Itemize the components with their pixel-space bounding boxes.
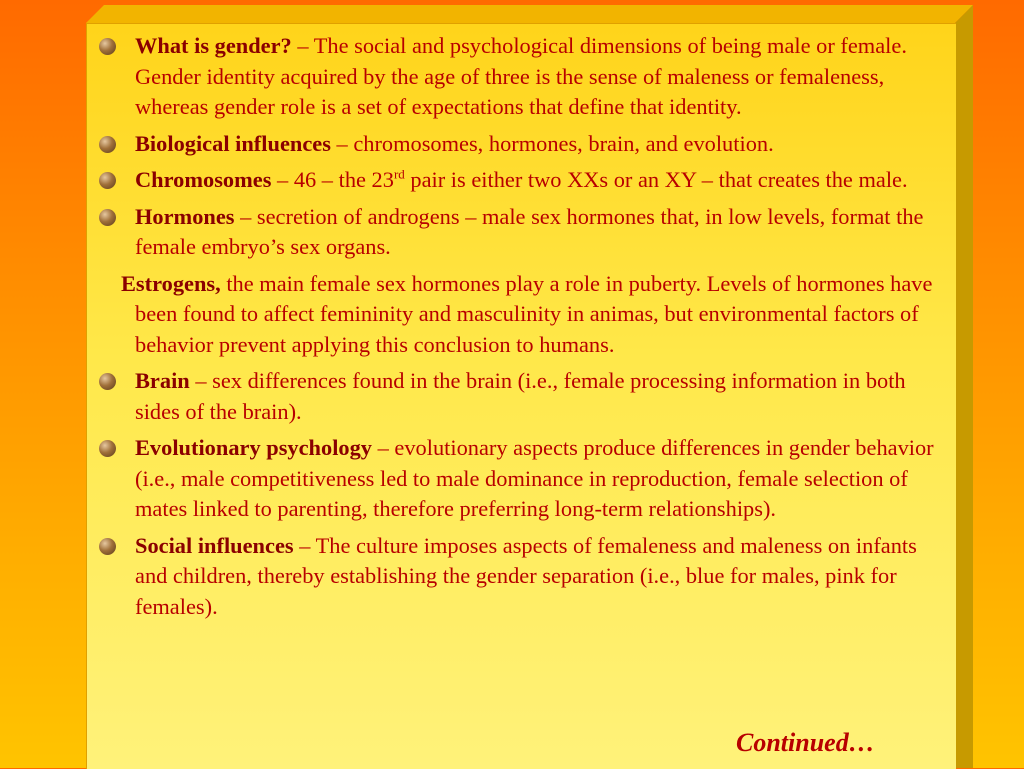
list-item-what-is-gender [98, 31, 948, 123]
list-item-biological-influences [98, 129, 948, 160]
item-term: What is gender? [135, 33, 292, 58]
item-term: Brain [135, 368, 190, 393]
item-text: the main female sex hormones play a role in puberty. Levels of hormones have been found to affect femininity and masculinity in animas, but environmental factors of behavior prevent applying this conclusion to humans. [135, 270, 933, 357]
ordinal-suffix: rd [393, 166, 405, 182]
item-text: – sex differences found in the brain (i.e., female processing information in both sides of the brain). [135, 368, 906, 424]
bullet-icon [99, 373, 116, 390]
item-term: Social influences [135, 532, 294, 558]
item-term: Estrogens, [121, 270, 221, 296]
item-text: – The culture imposes aspects of femaleness and maleness on infants and children, thereby establishing the gender separation (i.e., blue for males, pink for females). [135, 532, 917, 619]
bullet-icon [99, 38, 116, 55]
item-text: – 46 – the 23 [271, 167, 394, 192]
list-item-evolutionary-psychology [98, 433, 948, 525]
item-text: – secretion of androgens – male sex hormones that, in low levels, format the female embryo’s sex organs. [135, 203, 924, 259]
bullet-icon [99, 440, 116, 457]
item-text: – evolutionary aspects produce differences in gender behavior (i.e., male competitiveness led to male dominance in reproduction, female selection of mates linked to parenting, therefore preferring long-term relationships). [135, 435, 934, 521]
list-item-estrogens [98, 269, 948, 361]
list-item-chromosomes [98, 165, 948, 196]
bullet-icon [99, 209, 116, 226]
item-text: – The social and psychological dimensions of being male or female. Gender identity acquired by the age of three is the sense of maleness or femaleness, whereas gender role is a set of expectations that define that identity. [135, 33, 907, 119]
item-term: Chromosomes [135, 167, 272, 192]
list-item-brain [98, 366, 948, 427]
list-item-social-influences [98, 531, 948, 623]
bullet-icon [99, 172, 116, 189]
item-term: Evolutionary psychology [135, 435, 373, 460]
panel-top-face [86, 5, 973, 23]
list-item-hormones [98, 202, 948, 263]
panel-side-face [955, 5, 973, 768]
bullet-icon [99, 538, 116, 555]
continued-label: Continued… [736, 728, 875, 757]
bullet-icon [99, 136, 116, 153]
item-term: Biological influences [135, 130, 331, 156]
item-text: – chromosomes, hormones, brain, and evolution. [330, 130, 774, 156]
item-text-continued: pair is either two XXs or an XY – that creates the male. [404, 167, 908, 192]
item-term: Hormones [135, 203, 235, 229]
bullet-list [98, 31, 948, 628]
